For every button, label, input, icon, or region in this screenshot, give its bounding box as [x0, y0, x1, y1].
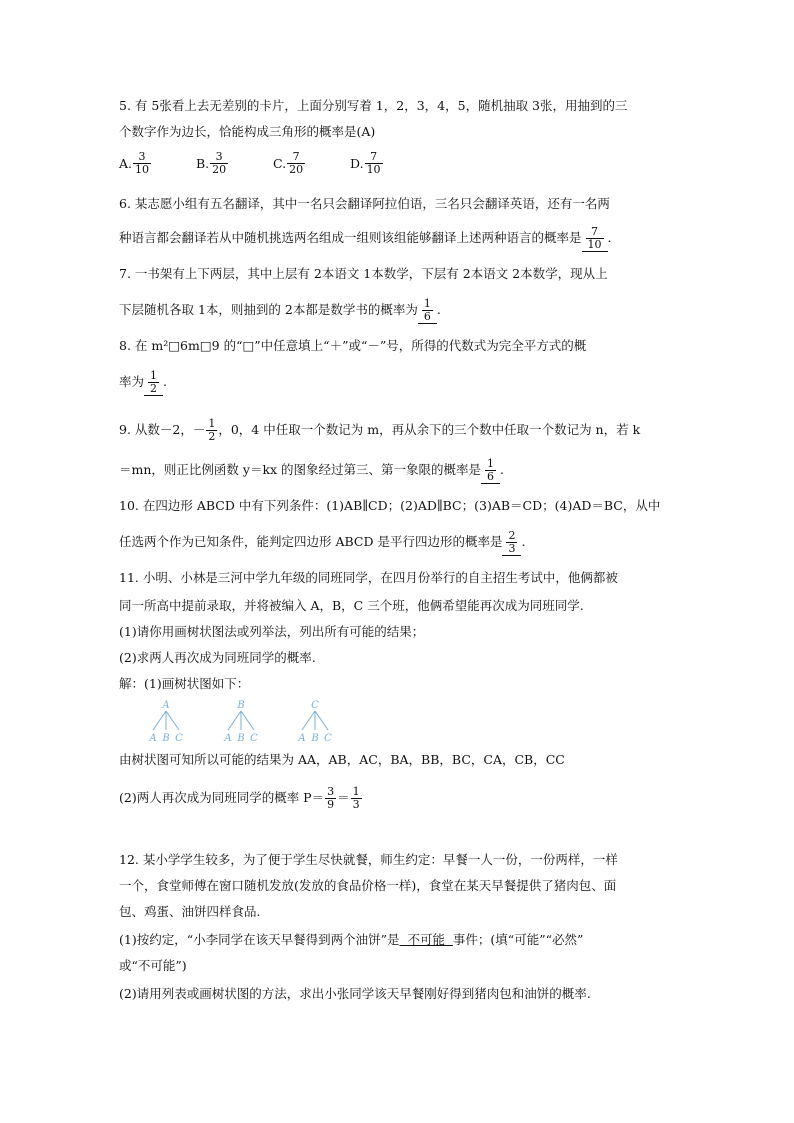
tree-edge — [315, 711, 328, 730]
tree-diagram-svg — [145, 698, 375, 744]
denominator: 6 — [487, 470, 495, 483]
q7-answer-fraction — [422, 298, 433, 323]
q8-answer-fraction — [148, 370, 159, 395]
tree-root-c: C — [311, 700, 319, 711]
q11-stem-line2: 同一所高中提前录取，并将被编入 A，B，C 三个班，他俩希望能再次成为同班同学. — [119, 598, 584, 613]
q11-part2: (2)求两人再次成为同班同学的概率. — [119, 650, 316, 665]
numerator: 1 — [487, 457, 495, 470]
q10-end: . — [521, 534, 526, 549]
q8-stem-line1: 8. 在 m²□6m□9 的“□”中任意填上“＋”或“－”号，所得的代数式为完全平方式的概 — [119, 338, 587, 353]
q12-stem-line2: 一个，食堂师傅在窗口随机发放(发放的食品价格一样)，食堂在某天早餐提供了猪肉包、面 — [119, 878, 617, 893]
tree-edge — [228, 711, 241, 730]
q7-end: . — [436, 302, 441, 317]
q6-stem-line2 — [119, 226, 612, 252]
q8-stem-text: 率为 — [119, 374, 145, 389]
q5-option-d — [350, 151, 384, 176]
denominator: 3 — [352, 798, 360, 811]
q12-part1-answer — [400, 932, 453, 947]
q9-stem-line2 — [119, 458, 504, 484]
tree-edge — [302, 711, 315, 730]
q7-stem-text: 下层随机各取 1本，则抽到的 2本都是数学书的概率为 — [119, 302, 418, 317]
option-letter: A. — [119, 156, 133, 171]
q8-stem-line2 — [119, 370, 167, 396]
q12-part2: (2)请用列表或画树状图的方法，求出小张同学该天早餐刚好得到猪肉包和油饼的概率. — [119, 986, 591, 1001]
q5-option-b — [196, 151, 229, 176]
q12-answer-text: 不可能 — [407, 932, 445, 947]
q11-result-list: 由树状图可知所以可能的结果为 AA，AB，AC，BA，BB，BC，CA，CB，CC — [119, 752, 565, 767]
tree-branch-a — [148, 700, 183, 744]
denominator: 20 — [289, 163, 304, 176]
numerator: 2 — [508, 529, 516, 542]
q6-end: . — [607, 230, 612, 245]
numerator: 7 — [370, 150, 378, 163]
q6-answer-fraction — [586, 226, 604, 251]
q11-stem-line1: 11. 小明、小林是三河中学九年级的同班同学，在四月份举行的自主招生考试中，他俩都被 — [119, 570, 618, 585]
tree-leaf: B — [162, 733, 170, 744]
numerator: 3 — [327, 785, 335, 798]
numerator: 3 — [138, 150, 146, 163]
tree-leaf: C — [250, 733, 258, 744]
q5-option-a — [119, 151, 152, 176]
tree-leaf: B — [311, 733, 319, 744]
q11-fraction-1-3 — [351, 786, 362, 811]
q12-stem-line3: 包、鸡蛋、油饼四样食品. — [119, 904, 261, 919]
q12-stem-line1: 12. 某小学学生较多，为了便于学生尽快就餐，师生约定：早餐一人一份，一份两样，一样 — [119, 852, 618, 867]
option-fraction — [133, 151, 151, 176]
numerator: 1 — [352, 785, 360, 798]
tree-root-a: A — [162, 700, 170, 711]
numerator: 1 — [150, 369, 158, 382]
q10-answer-fraction — [506, 530, 517, 555]
tree-leaf: A — [224, 733, 232, 744]
denominator: 10 — [366, 163, 381, 176]
q8-answer-blank — [144, 370, 163, 396]
tree-leaf: B — [237, 733, 245, 744]
q9-text-a: 9. 从数－2，－ — [119, 422, 206, 437]
q6-answer-blank — [582, 226, 608, 252]
denominator: 2 — [150, 382, 158, 395]
q6-stem-line1: 6. 某志愿小组有五名翻译，其中一名只会翻译阿拉伯语，三名只会翻译英语，还有一名两 — [119, 196, 610, 211]
numerator: 1 — [208, 417, 216, 430]
option-fraction — [210, 151, 228, 176]
q9-end: . — [500, 462, 505, 477]
numerator: 3 — [215, 150, 223, 163]
q11-fraction-3-9 — [325, 786, 336, 811]
equals-sign: ＝ — [337, 790, 350, 805]
numerator: 7 — [591, 225, 599, 238]
denominator: 3 — [508, 542, 516, 555]
denominator: 20 — [212, 163, 227, 176]
option-letter: C. — [273, 156, 287, 171]
q5-option-c — [273, 151, 306, 176]
tree-branch-c — [297, 700, 332, 744]
q8-end: . — [163, 374, 167, 389]
option-letter: D. — [350, 156, 364, 171]
q9-text-b: ，0，4 中任取一个数记为 m，再从余下的三个数中任取一个数记为 n，若 k — [218, 422, 641, 437]
q11-tree-diagram — [145, 698, 375, 747]
q9-answer-blank — [481, 458, 500, 484]
denominator: 9 — [327, 798, 335, 811]
tree-leaf: A — [298, 733, 306, 744]
q10-stem-text: 任选两个作为已知条件，能判定四边形 ABCD 是平行四边形的概率是 — [119, 534, 503, 549]
q12-part1 — [119, 932, 583, 948]
tree-edge — [153, 711, 166, 730]
q12-part1-text-a: (1)按约定，“小李同学在该天早餐得到两个油饼”是 — [119, 932, 400, 947]
q11-part1: (1)请你用画树状图法或列举法，列出所有可能的结果； — [119, 624, 425, 639]
q11-solution-heading: 解：(1)画树状图如下： — [119, 676, 250, 691]
tree-root-b: B — [237, 700, 245, 711]
q9-answer-fraction — [485, 458, 496, 483]
tree-leaf: A — [149, 733, 157, 744]
q9-neg-half-fraction — [206, 418, 217, 443]
q5-stem-line2: 个数字作为边长，恰能构成三角形的概率是(A) — [119, 124, 376, 139]
q11-solution-part2 — [119, 786, 363, 811]
q7-stem-line2 — [119, 298, 441, 324]
q5-stem-line1: 5. 有 5张看上去无差别的卡片，上面分别写着 1，2，3，4，5，随机抽取 3张，用抽到的三 — [119, 98, 628, 113]
q11-sol2-text: (2)两人再次成为同班同学的概率 P＝ — [119, 790, 325, 805]
tree-leaf: C — [175, 733, 183, 744]
q12-part1-text-b: 事件；(填“可能”“必然” — [452, 932, 584, 947]
q12-part1-continued: 或“不可能”) — [119, 958, 187, 973]
tree-edge — [241, 711, 254, 730]
option-fraction — [287, 151, 305, 176]
numerator: 1 — [423, 297, 431, 310]
q9-stem-line1 — [119, 418, 640, 443]
denominator: 2 — [208, 430, 216, 443]
q6-stem-text: 种语言都会翻译若从中随机挑选两名组成一组则该组能够翻译上述两种语言的概率是 — [119, 230, 582, 245]
option-letter: B. — [196, 156, 210, 171]
q7-answer-blank — [418, 298, 437, 324]
tree-edge — [166, 711, 179, 730]
q10-stem-line2 — [119, 530, 525, 556]
denominator: 10 — [587, 238, 602, 251]
tree-branch-b — [223, 700, 258, 744]
q7-stem-line1: 7. 一书架有上下两层，其中上层有 2本语文 1本数学，下层有 2本语文 2本数学，现从上 — [119, 266, 608, 281]
q9-stem-text: ＝mn，则正比例函数 y＝kx 的图象经过第三、第一象限的概率是 — [119, 462, 482, 477]
q10-answer-blank — [502, 530, 521, 556]
denominator: 6 — [423, 310, 431, 323]
numerator: 7 — [292, 150, 300, 163]
tree-leaf: C — [324, 733, 332, 744]
option-fraction — [365, 151, 383, 176]
denominator: 10 — [135, 163, 150, 176]
q10-stem-line1: 10. 在四边形 ABCD 中有下列条件：(1)AB∥CD；(2)AD∥BC；(3)AB＝CD；(4)AD＝BC，从中 — [119, 498, 661, 513]
